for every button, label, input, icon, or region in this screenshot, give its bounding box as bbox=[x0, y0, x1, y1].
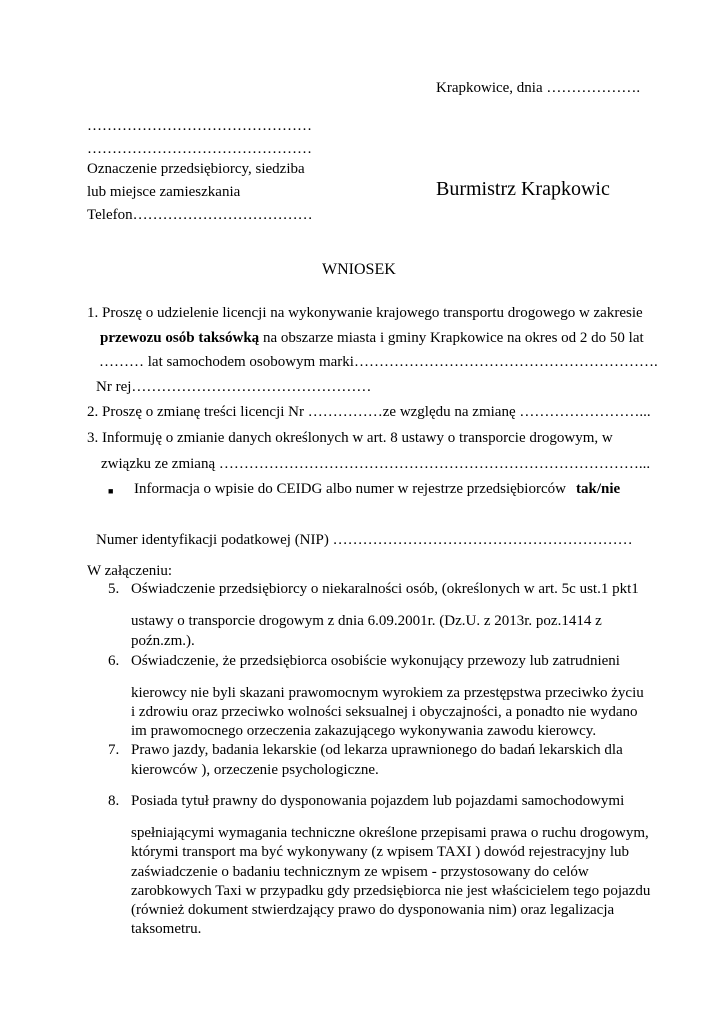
request-1-line-3: ……… lat samochodem osobowym marki……………………………………………………. bbox=[99, 354, 658, 370]
ceidg-answer: tak/nie bbox=[576, 481, 621, 497]
request-3-line-1: 3. Informuję o zmianie danych określonych w art. 8 ustawy o transporcie drogowym, w bbox=[87, 430, 613, 446]
applicant-dots-line-1: ……………………………………… bbox=[87, 118, 312, 134]
item-8-line-2: spełniającymi wymagania techniczne określone przepisami prawa o ruchu drogowym, bbox=[131, 825, 649, 841]
request-1-line-2-rest: na obszarze miasta i gminy Krapkowice na okres od 2 do 50 lat bbox=[259, 330, 644, 346]
item-5-line-3: poźn.zm.). bbox=[131, 633, 195, 649]
item-5-line-2: ustawy o transporcie drogowym z dnia 6.09.2001r. (Dz.U. z 2013r. poz.1414 z bbox=[131, 613, 602, 629]
request-2: 2. Proszę o zmianę treści licencji Nr ……………ze względu na zmianę ……………………... bbox=[87, 404, 651, 420]
item-6-line-2: kierowcy nie byli skazani prawomocnym wyrokiem za przestępstwa przeciwko życiu bbox=[131, 685, 644, 701]
item-6-line-1: Oświadczenie, że przedsiębiorca osobiście wykonujący przewozy lub zatrudnieni bbox=[131, 653, 620, 669]
applicant-label-line-1: Oznaczenie przedsiębiorcy, siedziba bbox=[87, 161, 305, 177]
item-8-line-6: (również dokument stwierdzający prawo do dysponowania nim) oraz legalizacja bbox=[131, 902, 615, 918]
item-8-line-7: taksometru. bbox=[131, 921, 202, 937]
item-6-line-3: i zdrowiu oraz przeciwko wolności seksualnej i obyczajności, a ponadto nie wydano bbox=[131, 704, 638, 720]
item-6-line-4: im prawomocnego orzeczenia zakazującego wykonywania zawodu kierowcy. bbox=[131, 723, 597, 739]
item-8-number: 8. bbox=[108, 793, 120, 809]
nip-line: Numer identyfikacji podatkowej (NIP) …………………………………………………… bbox=[96, 532, 633, 548]
request-1-line-2 bbox=[100, 329, 644, 347]
bullet-square-icon: ■ bbox=[108, 486, 114, 496]
phone-line: Telefon……………………………… bbox=[87, 207, 313, 223]
request-1-line-1: 1. Proszę o udzielenie licencji na wykonywanie krajowego transportu drogowego w zakresie bbox=[87, 305, 643, 321]
item-8-line-4: zaświadczenie o badaniu technicznym ze wpisem - przystosowany do celów bbox=[131, 864, 589, 880]
item-5-number: 5. bbox=[108, 581, 120, 597]
ceidg-info: Informacja o wpisie do CEIDG albo numer w rejestrze przedsiębiorców bbox=[134, 481, 566, 497]
attachments-heading: W załączeniu: bbox=[87, 563, 173, 579]
place-date: Krapkowice, dnia ………………. bbox=[436, 80, 641, 96]
item-8-line-3: którymi transport ma być wykonywany (z wpisem TAXI ) dowód rejestracyjny lub bbox=[131, 844, 629, 860]
item-7-line-2: kierowców ), orzeczenie psychologiczne. bbox=[131, 762, 379, 778]
applicant-dots-line-2: ……………………………………… bbox=[87, 141, 312, 157]
item-6-number: 6. bbox=[108, 653, 120, 669]
item-5-line-1: Oświadczenie przedsiębiorcy o niekaralności osób, (określonych w art. 5c ust.1 pkt1 bbox=[131, 581, 639, 597]
item-8-line-1: Posiada tytuł prawny do dysponowania pojazdem lub pojazdami samochodowymi bbox=[131, 793, 625, 809]
addressee: Burmistrz Krapkowic bbox=[436, 178, 610, 200]
item-7-line-1: Prawo jazdy, badania lekarskie (od lekarza uprawnionego do badań lekarskich dla bbox=[131, 742, 623, 758]
page-title: WNIOSEK bbox=[322, 261, 396, 278]
item-7-number: 7. bbox=[108, 742, 120, 758]
taxi-transport-bold: przewozu osób taksówką bbox=[100, 330, 260, 346]
item-8-line-5: zarobkowych Taxi w przypadku gdy przedsiębiorca nie jest właścicielem tego pojazdu bbox=[131, 883, 651, 899]
request-1-line-4: Nr rej………………………………………… bbox=[96, 379, 372, 395]
applicant-label-line-2: lub miejsce zamieszkania bbox=[87, 184, 241, 200]
request-3-line-2: związku ze zmianą …………………………………………………………………………... bbox=[101, 456, 651, 472]
